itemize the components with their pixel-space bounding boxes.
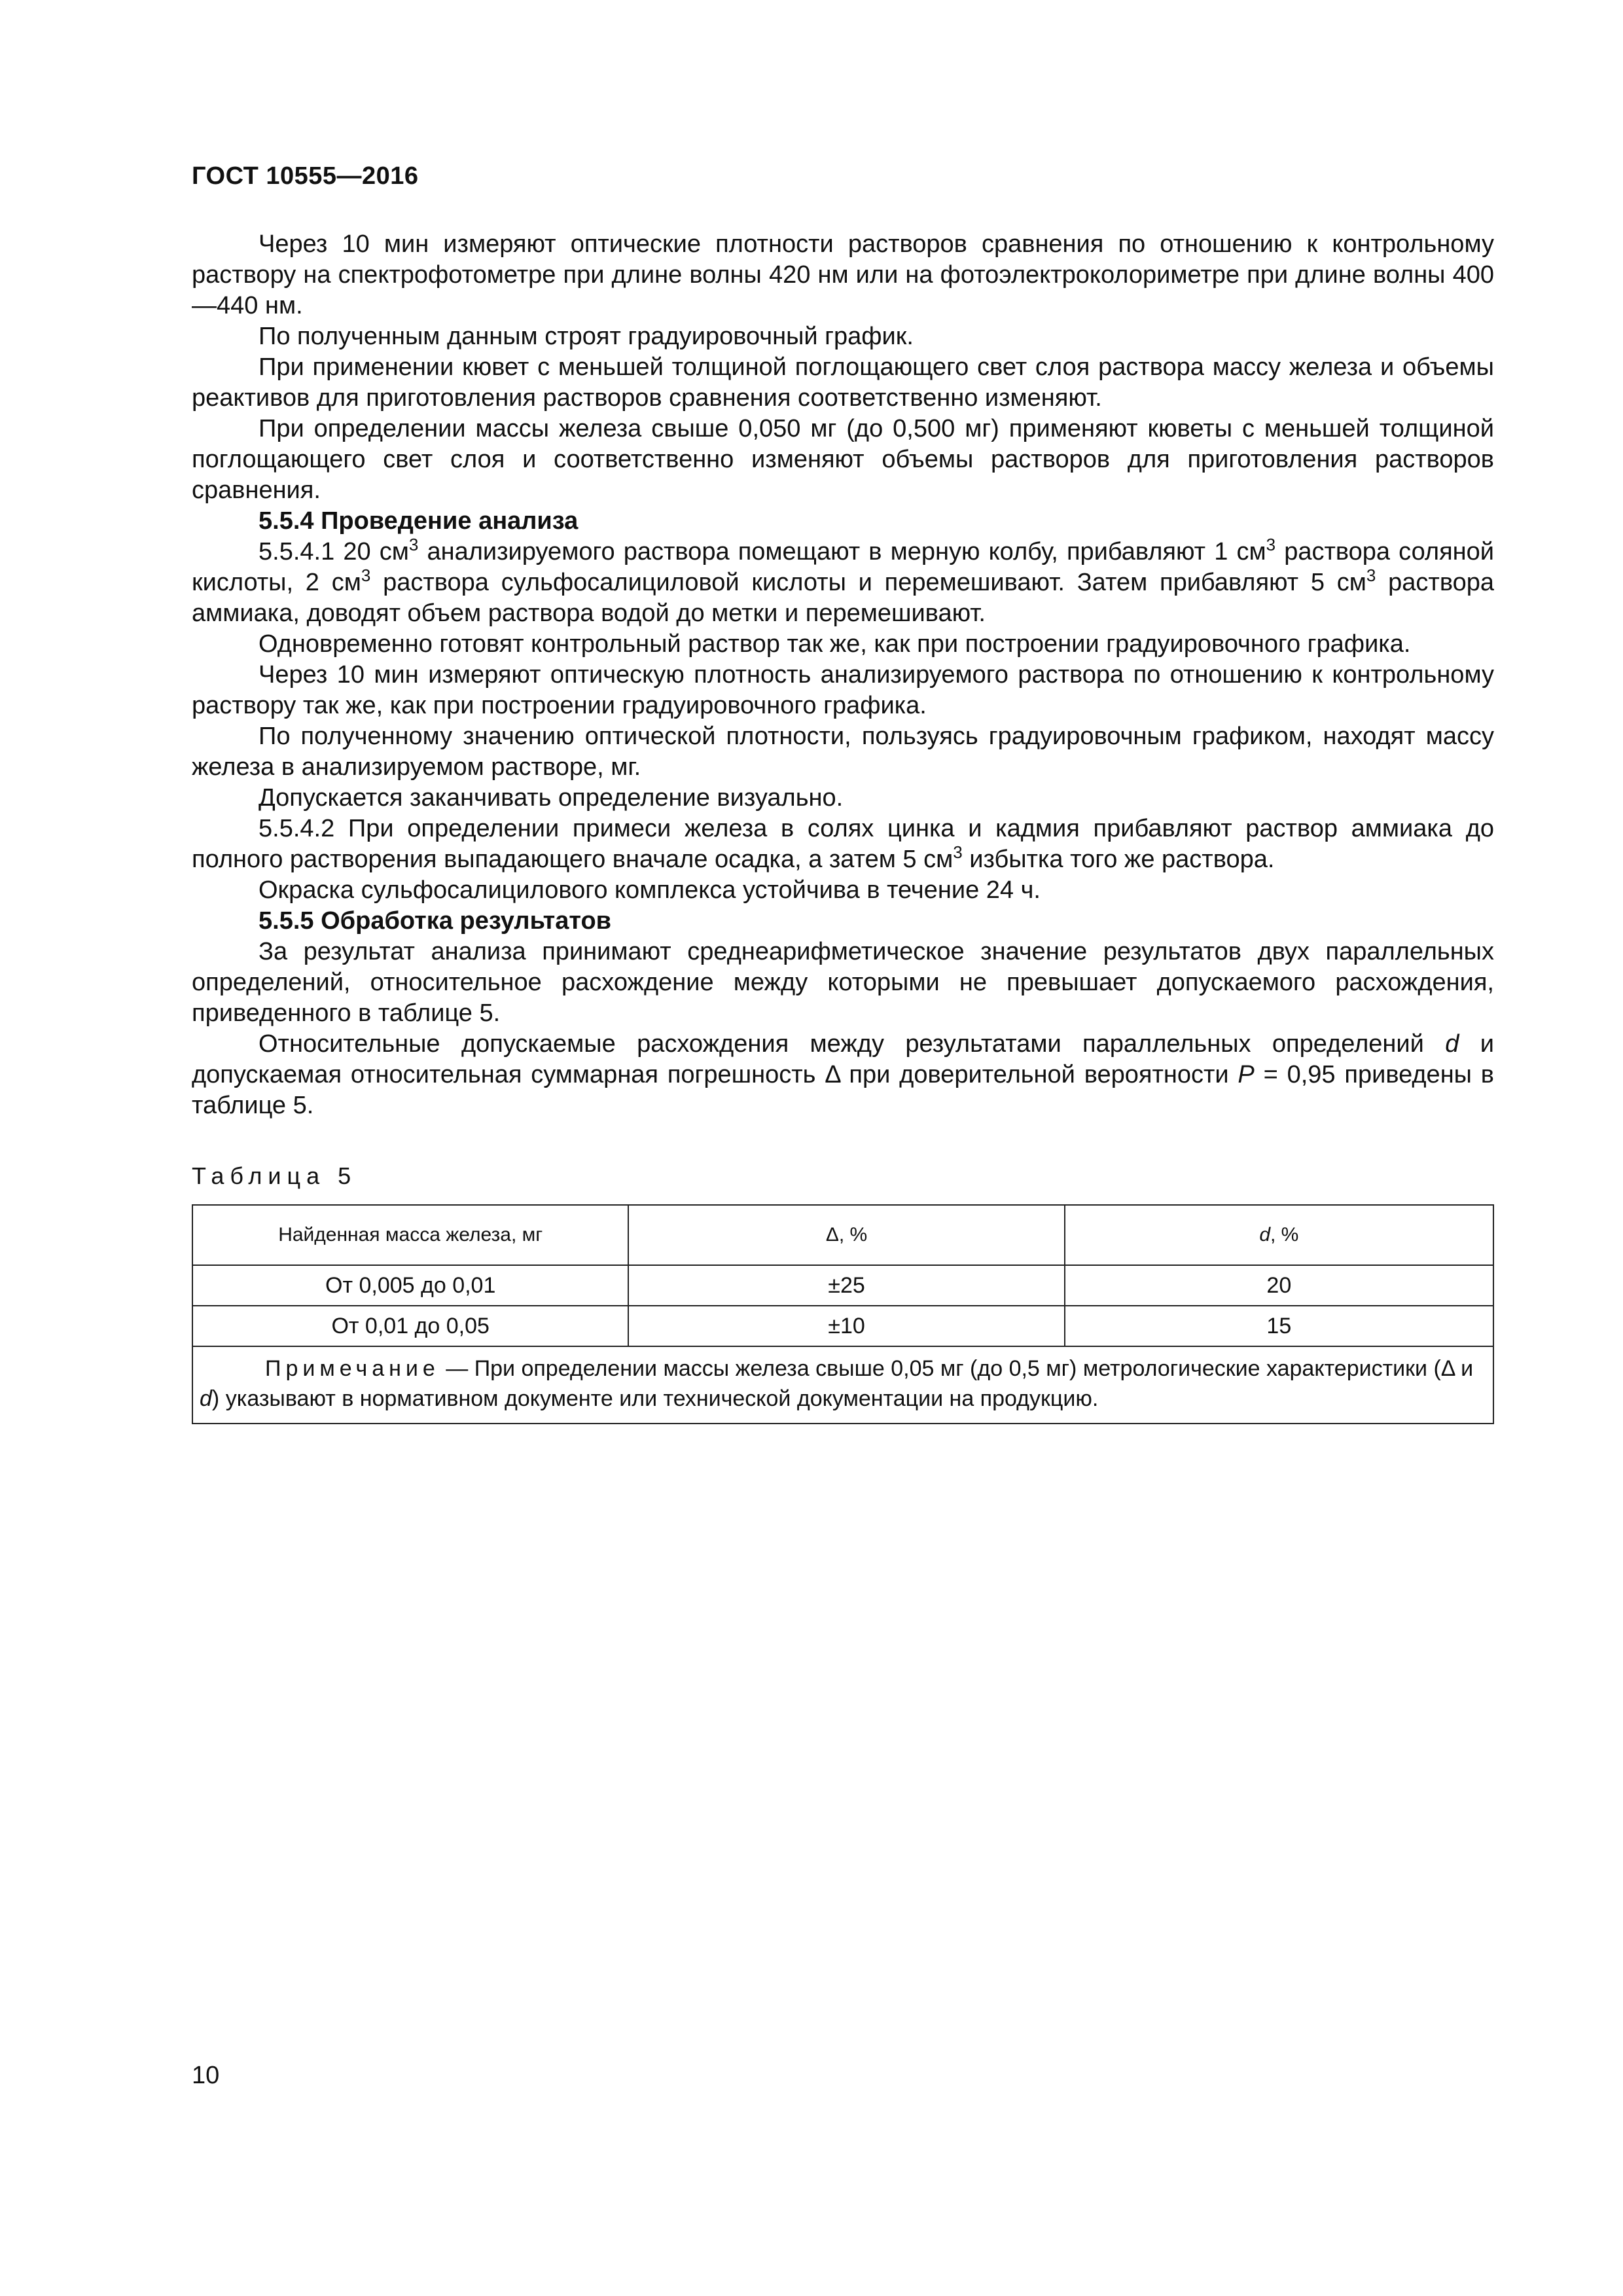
- text-run: , %: [1270, 1224, 1299, 1246]
- data-table: [192, 1204, 1494, 1424]
- paragraph-5-5-4-2: [192, 814, 1494, 875]
- cell-delta: ±10: [628, 1306, 1064, 1346]
- text-run: — При определении массы железа свыше 0,05 мг (до 0,5 мг) метрологические характеристики (Δ и: [439, 1356, 1474, 1381]
- note-label: Примечание: [265, 1356, 440, 1381]
- paragraph: Через 10 мин измеряют оптические плотности растворов сравнения по отношению к контрольному раствору на спектрофотометре при длине волны 420 нм или на фотоэлектроколориметре при длине волны 400—440 нм.: [192, 230, 1494, 319]
- superscript: 3: [1366, 565, 1376, 585]
- column-header-mass: Найденная масса железа, мг: [192, 1205, 628, 1265]
- symbol-d: d: [200, 1386, 212, 1411]
- text-run: раствора аммиака, доводят объем раствора водой до метки и перемешивают.: [192, 569, 1494, 627]
- document-code-header: ГОСТ 10555—2016: [192, 162, 419, 190]
- text-run: раствора сульфосалициловой кислоты и перемешивают. Затем прибавляют 5 см: [370, 569, 1366, 596]
- table-note: [192, 1346, 1493, 1424]
- text-run: избытка того же раствора.: [962, 846, 1275, 873]
- text-run: 5.5.4.1 20 см: [259, 538, 409, 565]
- paragraph-5-5-4-1: [192, 537, 1494, 629]
- table-row: [192, 1265, 1493, 1306]
- paragraph: При применении кювет с меньшей толщиной поглощающего свет слоя раствора массу железа и объемы реактивов для приготовления растворов сравнения соответственно изменяют.: [192, 353, 1494, 412]
- cell-mass: От 0,005 до 0,01: [192, 1265, 628, 1306]
- table-note-row: [192, 1346, 1493, 1424]
- symbol-d: d: [1259, 1224, 1270, 1246]
- symbol-p: P: [1238, 1061, 1255, 1088]
- text-run: раствора соляной кислоты, 2 см: [192, 538, 1494, 596]
- paragraph: По полученному значению оптической плотности, пользуясь градуировочным графиком, находят массу железа в анализируемом растворе, мг.: [192, 723, 1494, 781]
- text-run: = 0,95 приведены в таблице 5.: [192, 1061, 1494, 1119]
- section-heading-5-5-5: 5.5.5 Обработка результатов: [259, 907, 612, 935]
- cell-d: 20: [1065, 1265, 1493, 1306]
- section-heading-5-5-4: 5.5.4 Проведение анализа: [259, 507, 579, 535]
- paragraph: Через 10 мин измеряют оптическую плотность анализируемого раствора по отношению к контрольному раствору так же, как при построении градуировочного графика.: [192, 661, 1494, 719]
- column-header-delta: Δ, %: [628, 1205, 1064, 1265]
- table-caption: Таблица 5: [192, 1162, 357, 1189]
- cell-delta: ±25: [628, 1265, 1064, 1306]
- column-header-d: [1065, 1205, 1493, 1265]
- text-run: и допускаемая относительная суммарная погрешность Δ при доверительной вероятности: [192, 1030, 1494, 1088]
- superscript: 3: [953, 842, 963, 862]
- table-row: [192, 1306, 1493, 1346]
- text-run: 5.5.4.2 При определении примеси железа в солях цинка и кадмия прибавляют раствор аммиака до полного растворения выпадающего вначале осадка, а затем 5 см: [192, 815, 1494, 873]
- page-number: 10: [192, 2062, 220, 2089]
- symbol-d: d: [1445, 1030, 1459, 1058]
- paragraph: [192, 1029, 1494, 1121]
- paragraph: За результат анализа принимают среднеарифметическое значение результатов двух параллельных определений, относительное расхождение между которыми не превышает допускаемого расхождения, приведенного в таблице 5.: [192, 938, 1494, 1027]
- cell-d: 15: [1065, 1306, 1493, 1346]
- paragraph: При определении массы железа свыше 0,050 мг (до 0,500 мг) применяют кюветы с меньшей толщиной поглощающего свет слоя и соответственно изменяют объемы растворов для приготовления растворов сравнения.: [192, 415, 1494, 504]
- superscript: 3: [361, 565, 371, 585]
- paragraph: Окраска сульфосалицилового комплекса устойчива в течение 24 ч.: [259, 876, 1041, 904]
- text-run: ) указывают в нормативном документе или технической документации на продукцию.: [211, 1386, 1099, 1411]
- table-header-row: [192, 1205, 1493, 1265]
- body-text: [192, 229, 1494, 1121]
- superscript: 3: [408, 535, 419, 554]
- text-run: Относительные допускаемые расхождения между результатами параллельных определений: [259, 1030, 1446, 1058]
- superscript: 3: [1266, 535, 1276, 554]
- text-run: анализируемого раствора помещают в мерную колбу, прибавляют 1 см: [418, 538, 1266, 565]
- cell-mass: От 0,01 до 0,05: [192, 1306, 628, 1346]
- paragraph: По полученным данным строят градуировочный график.: [259, 323, 914, 350]
- paragraph: Одновременно готовят контрольный раствор так же, как при построении градуировочного графика.: [259, 630, 1411, 658]
- paragraph: Допускается заканчивать определение визуально.: [259, 784, 844, 812]
